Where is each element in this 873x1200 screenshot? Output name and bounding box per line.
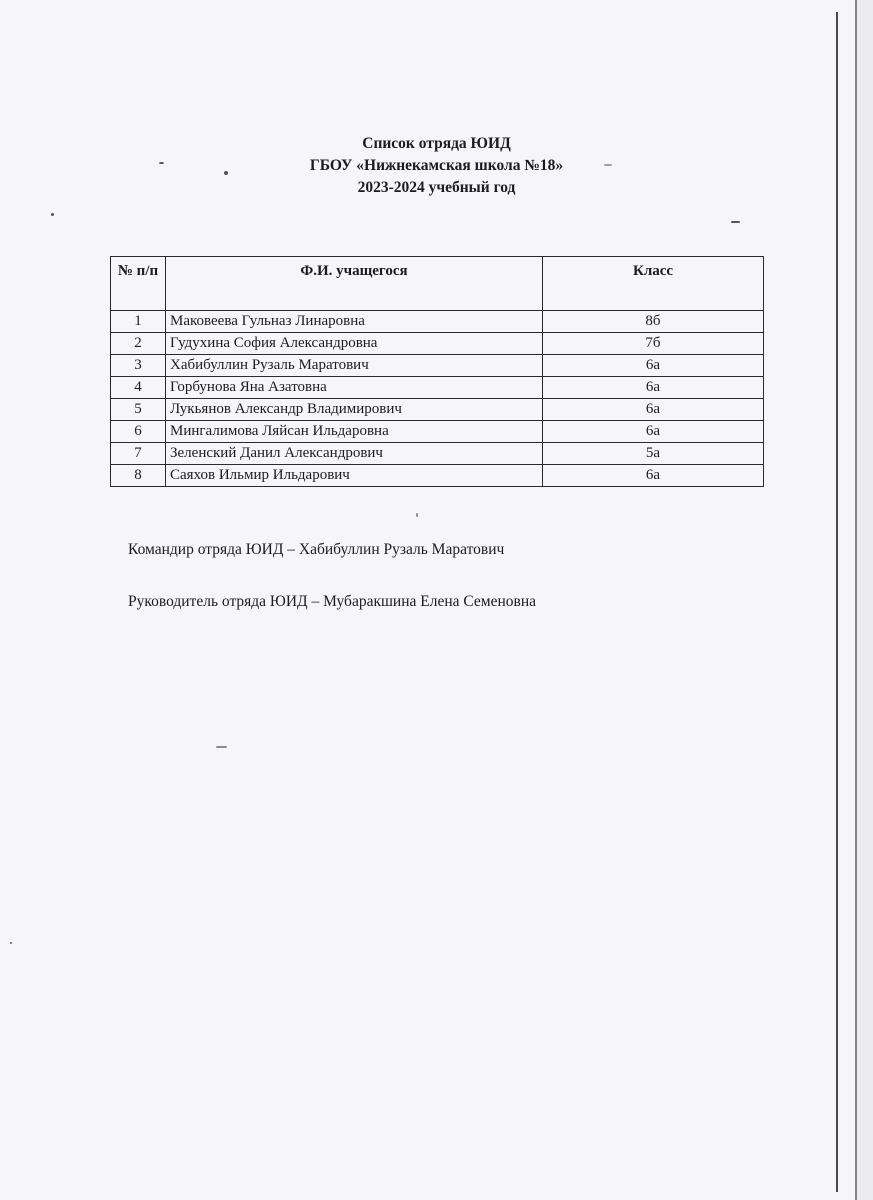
table-row [111, 333, 764, 355]
row-class: 6а [543, 465, 764, 487]
scan-speck [731, 221, 740, 223]
title-line: ГБОУ «Нижнекамская школа №18» [309, 157, 564, 174]
table-row [111, 311, 764, 333]
table-row [111, 355, 764, 377]
row-name: Гудухина София Александровна [166, 333, 543, 355]
row-number: 4 [111, 377, 166, 399]
row-number: 7 [111, 443, 166, 465]
row-name: Лукьянов Александр Владимирович [166, 399, 543, 421]
row-name: Хабибуллин Рузаль Маратович [166, 355, 543, 377]
row-class: 7б [543, 333, 764, 355]
title-line: 2023-2024 учебный год [357, 179, 516, 196]
scan-speck [51, 213, 54, 216]
row-name: Маковеева Гульназ Линаровна [166, 311, 543, 333]
row-class: 6а [543, 421, 764, 443]
row-number: 6 [111, 421, 166, 443]
row-name: Мингалимова Ляйсан Ильдаровна [166, 421, 543, 443]
row-class: 8б [543, 311, 764, 333]
row-number: 3 [111, 355, 166, 377]
title-line: Список отряда ЮИД [362, 135, 511, 152]
table-row [111, 443, 764, 465]
table-row [111, 399, 764, 421]
row-number: 5 [111, 399, 166, 421]
row-class: 6а [543, 399, 764, 421]
table-row [111, 465, 764, 487]
header-number: № п/п [111, 257, 166, 311]
table-row [111, 421, 764, 443]
row-name: Саяхов Ильмир Ильдарович [166, 465, 543, 487]
header-name: Ф.И. учащегося [166, 257, 543, 311]
commander-line: Командир отряда ЮИД – Хабибуллин Рузаль Маратович [128, 541, 505, 558]
roster-table [110, 256, 764, 487]
scan-speck [10, 942, 12, 944]
row-number: 1 [111, 311, 166, 333]
leader-line: Руководитель отряда ЮИД – Мубаракшина Елена Семеновна [128, 593, 537, 610]
table-row [111, 377, 764, 399]
row-class: 6а [543, 377, 764, 399]
document-title [0, 133, 873, 199]
table-header-row [111, 257, 764, 311]
row-name: Горбунова Яна Азатовна [166, 377, 543, 399]
row-number: 8 [111, 465, 166, 487]
row-name: Зеленский Данил Александрович [166, 443, 543, 465]
scan-speck [416, 513, 418, 517]
row-class: 6а [543, 355, 764, 377]
row-number: 2 [111, 333, 166, 355]
scan-speck [216, 746, 227, 748]
row-class: 5а [543, 443, 764, 465]
header-class: Класс [543, 257, 764, 311]
